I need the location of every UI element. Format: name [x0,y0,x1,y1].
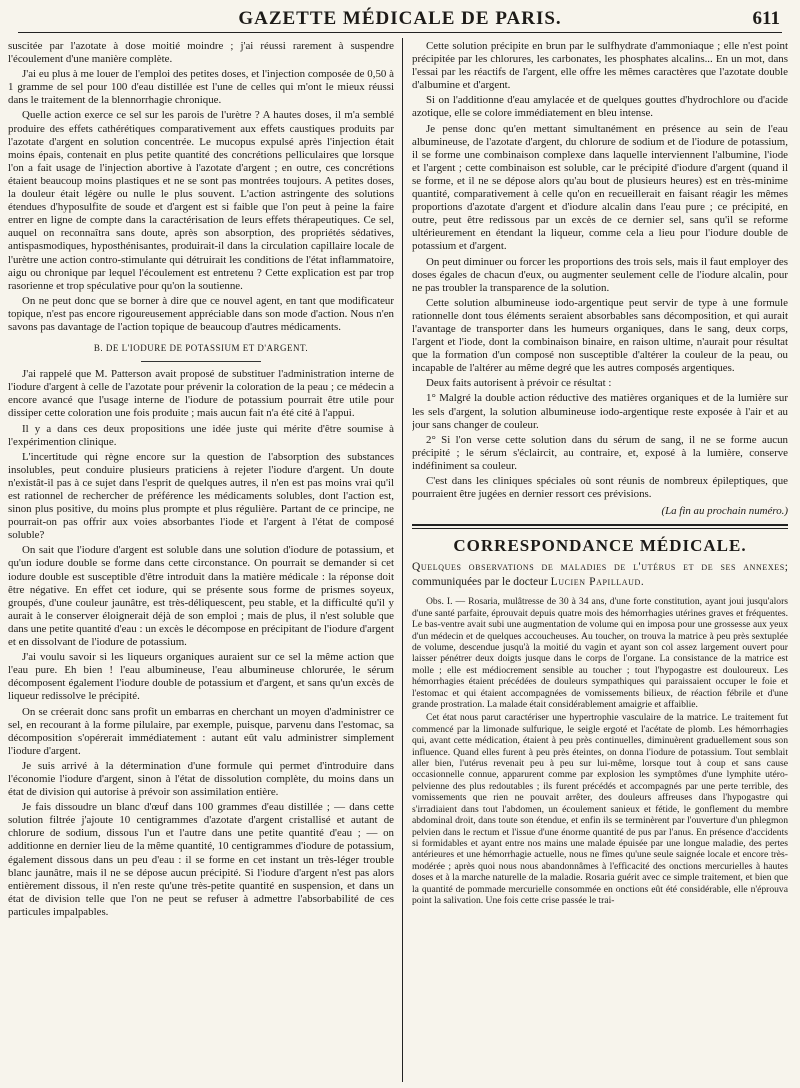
paragraph: J'ai eu plus à me louer de l'emploi des petites doses, et l'injection composée de 0,50 à 1 gramme de sel pour 100 d'eau distillée est l'une de celles qui m'ont le mieux réussi dans le traitement de la blennorrhagie chronique. [8,68,394,107]
paragraph: Il y a dans ces deux propositions une idée juste qui mérite d'être soumise à l'expérimention clinique. [8,422,394,448]
paragraph: On se créerait donc sans profit un embarras en cherchant un moyen d'administrer ce sel, en recourant à la forme pilulaire, par exemple, puisque, parvenu dans l'estomac, sa décomposition s'opérerait immédiatement : autant eût valu administrer simplement l'iodure d'argent. [8,705,394,757]
paragraph: L'incertitude qui règne encore sur la question de l'absorption des substances insolubles, peut conduire plusieurs praticiens à rejeter l'iodure d'argent. Un doute n'existât-il pas à ce sujet dans l'esprit de quelques autres, il n'en est pas moins vrai qu'il est rationnel de rechercher de préférence les médicaments solubles, dont l'action est, sinon plus positive, du moins plus prompte et plus régulière. Partant de ce principe, ne pourrait-on pas offrir aux voies absorbantes l'iode et l'argent à l'état de composé soluble? [8,450,394,542]
paragraph: Quelle action exerce ce sel sur les parois de l'urètre ? A hautes doses, il m'a semblé produire des effets cathérétiques comparativement aux effets caustiques produits par l'azotate d'argent en solution concentrée. Le mucopus expulsé après l'injection était moins épais, contenait en plus petite quantité des concrétions pelliculaires que lorsque l'on a fait usage de l'injection abortive à l'azotate d'argent ; en outre, ces concrétions étaient beaucoup moins plastiques et ne se sont pas montrées toujours. A petites doses, la douleur était légère ou nulle le plus souvent. L'action astringente des solutions étendues d'hyposulfite de soude et d'argent est si faible que l'on peut à peine la faire entrer en ligne de compte dans la caractérisation de leurs effets thérapeutiques. Ce sel, auquel on reconnaîtra sans doute, après son absorption, des propriétés sédatives, antispasmodiques, hyposthénisantes, produirait-il dans la circulation capillaire locale de l'urètre une action contro-stimulante qui détruirait les conditions de l'état inflammatoire, aigu ou chronique par lequel l'écoulement est entretenu ? Cette explication est par trop rasorienne et trop spéculative pour qu'on la soutienne. [8,109,394,292]
paragraph: Deux faits autorisent à prévoir ce résultat : [426,377,612,390]
paragraph: Cette solution albumineuse iodo-argentique peut servir de type à une formule rationnelle dont tous éléments seraient absorbables sans décomposition, et qui aurait l'avantage de transporter dans les humeurs organiques, dans le sang, deux corps, l'argent et l'iode, dont la combinaison binaire, en raison ultime, n'aurait pour résultat que la formation d'un composé non susceptible d'altérer la couleur de la peau, ou incapable de l'altérer au même degré que les autres composés argentiques. [412,296,788,375]
correspondence-heading: CORRESPONDANCE MÉDICALE. [453,536,747,556]
page-header [18,6,782,33]
section-rule [141,361,261,362]
paragraph: C'est dans les cliniques spéciales où sont réunis de nombreux épileptiques, que pourraient être jugées en dernier ressort ces prévisions. [412,475,788,501]
paragraph: J'ai rappelé que M. Patterson avait proposé de substituer l'administration interne de l'iodure d'argent à celle de l'azotate pour prévenir la coloration de la peau ; ce médecin a encore avancé que l'usage interne de l'iodure de potassium pourrait être utile pour dissiper cette coloration une fois produite ; mais aucun fait n'a été cité à l'appui. [8,368,394,420]
observation-paragraph: Cet état nous parut caractériser une hypertrophie vasculaire de la matrice. Le traitement fut commencé par la limonade sulfurique, le seigle ergoté et l'acétate de plomb. Les hémorrhagies qui, avant cette médication, étaient à peu près continuelles, diminuèrent graduellement sous son influence. Quand elles furent à peu près éteintes, on donna l'iodure de potassium. Tout semblait aller bien, l'utérus revenait peu à peu sur lui-même, lorsque tout à coup et sans cause occasionnelle connue, apparurent comme par explosion les symptômes d'une lymphite utéro-pelvienne des plus redoutables ; ils furent précédés et accompagnés par une perte terrible, des vomissements que rien ne pouvait arrêter, des douleurs affreuses dans l'hypogastre qui s'irradiaient dans tout l'abdomen, un écoulement sanieux et fétide, le gonflement du membre abdominal droit, dans toute son étendue, et enfin ils se terminèrent par l'ouverture d'un phlegmon pelvien dans le rectum et l'issue d'une énorme quantité de pus par l'anus. En présence d'accidents si formidables et ayant entre nos mains une malade épuisée par une longue maladie, des pertes antérieures et une hémorrhagie actuelle, nous ne fîmes qu'une seule saignée locale et encore très-modérée ; après quoi nous nous abandonnâmes à l'efficacité des onctions mercurielles à hautes doses et à la marche naturelle de la maladie. Rosaria guérit avec ce simple traitement, et bien que la quantité de pommade mercurielle consommée en onctions eût été considérable, elle n'éprouva point la salivation. Une fois cette crise passée le trai- [412,712,788,906]
left-column [8,40,394,1084]
paragraph: On peut diminuer ou forcer les proportions des trois sels, mais il faut employer des doses égales de chacun d'eux, ou augmenter seulement celle de l'iodure alcalin, pour ne pas troubler la transparence de la solution. [412,255,788,294]
paragraph: Si on l'additionne d'eau amylacée et de quelques gouttes d'hydrochlore ou d'acide azotique, elle se colore immédiatement en bleu intense. [412,94,788,120]
paragraph: On sait que l'iodure d'argent est soluble dans une solution d'iodure de potassium, et qu'un iodure double se forme dans cette circonstance. On pourrait se demander si cet iodure double est susceptible d'être introduit dans la matière médicale : la réponse doit être négative. En effet cet iodure, qui se présente sous forme de prismes soyeux, groupés, d'une couleur jaunâtre, est très-déliquescent, peu stable, et la difficulté qu'il y aurait à le conserver éloignerait déjà de son emploi ; mais de plus, il n'est soluble que dans une petite quantité d'eau : un excès le décompose en précipitant de l'iodure d'argent et en dissolvant de l'iodure de potassium. [8,544,394,649]
section-heading: B. DE L'IODURE DE POTASSIUM ET D'ARGENT. [93,343,309,354]
paragraph: J'ai voulu savoir si les liqueurs organiques auraient sur ce sel la même action que l'eau pure. Eh bien ! l'eau albumineuse, l'eau albumineuse chlorurée, le sérum décomposent également l'iodure double de potassium et d'argent, et sans qu'un excès de liqueur redissolve le précipité. [8,651,394,703]
paragraph: Je suis arrivé à la détermination d'une formule qui permet d'introduire dans l'économie l'iodure d'argent, sinon à l'état de dissolution complète, du moins dans un état de division qui autorise à prévoir son assimilation entière. [8,759,394,799]
paragraph: On ne peut donc que se borner à dire que ce nouvel agent, en tant que modificateur topique, n'est pas encore rigoureusement appréciable dans son mode d'action. Nous n'en savons pas davantage de l'action topique de beaucoup d'autres médicaments. [8,294,394,333]
paragraph: Cette solution précipite en brun par le sulfhydrate d'ammoniaque ; elle n'est point précipitée par les chlorures, les carbonates, les phosphates alcalins... En un mot, dans l'essai par les réactifs de l'argent, elle offre les mêmes caractères que l'azotate double d'albumine et d'argent. [412,40,788,92]
paragraph: suscitée par l'azotate à dose moitié moindre ; j'ai réussi rarement à suspendre l'écoulement d'une manière complète. [8,40,394,66]
observation-paragraph: Obs. I. — Rosaria, mulâtresse de 30 à 34 ans, d'une forte constitution, ayant joui jusqu'alors d'une santé parfaite, éprouvait depuis quatre mois des hémorrhagies utérines graves et fréquentes. Le bas-ventre avait subi une augmentation de volume qui en imposa pour une grossesse aux yeux d'un médecin et de quelques accoucheuses. Au toucher, on trouva la matrice à peu près sextuplée de volume, descendue jusqu'à la moitié du vagin et ayant son col assez largement ouvert pour laisser pénétrer deux doigts jusque dans le corps de l'organe. La consistance de la matrice est molle ; elle est médiocrement sensible au toucher ; tout l'hypogastre est douloureux. Les hémorrhagies étaient précédées de douleurs sympathiques qui paraissaient occuper le foie et l'estomac et qui étaient accompagnées de vomissements bilieux, de réaction fébrile et d'une grande prostration. La malade était considérablement amaigrie et affaiblie. [412,596,788,711]
paragraph: 1° Malgré la double action réductive des matières organiques et de la lumière sur les sels d'argent, la solution albumineuse iodo-argentique reste exposée à l'air et au jour sans changer de couleur. [412,392,788,431]
section-divider [412,524,788,529]
page-number: 611 [752,8,780,29]
to-be-continued-note: (La fin au prochain numéro.) [661,505,788,518]
journal-title: GAZETTE MÉDICALE DE PARIS. [238,8,562,29]
article-title-rest: ; communiquées par le docteur [412,561,788,589]
column-divider [402,38,403,1082]
article-title [412,560,788,590]
article-title-main: Quelques observations de maladies de l'utérus et de ses annexes [412,561,785,574]
paragraph: Je pense donc qu'en mettant simultanément en présence au sein de l'eau albumineuse, de l'azotate d'argent, du chlorure de sodium et de l'iodure de potassium, il se forme une combinaison complexe dans laquelle interviennent l'albumine, l'iode et l'argent ; cette combinaison est soluble, car le précipité d'iodure d'argent (quand il se forme, et il ne se dépose alors qu'au bout de plusieurs heures) est en très-minime quantité, comparativement à celle qu'on en recueillerait en faisant réagir les mêmes proportions d'azotate d'argent et d'iodure alcalin dans l'eau pure ; ce précipité, en outre, peut être redissous par un excès de ce dernier sel, sans qu'il se reforme ultérieurement en étendant la liqueur, comme cela a lieu pour l'iodure double de potassium et d'argent. [412,122,788,253]
paragraph: 2° Si l'on verse cette solution dans du sérum de sang, il ne se forme aucun précipité ; le sérum s'éclaircit, au contraire, et, exposé à la lumière, conserve indéfiniment sa couleur. [412,433,788,472]
article-author: Lucien Papillaud. [550,576,645,589]
paragraph: Je fais dissoudre un blanc d'œuf dans 100 grammes d'eau distillée ; — dans cette solution filtrée j'ajoute 10 centigrammes d'azotate d'argent cristallisé et autant de chlorure de sodium, dissous l'un et l'autre dans une petite quantité d'eau ; — on additionne en dernier lieu de la même quantité, 10 centigrammes d'iodure de potassium, également dissous dans un peu d'eau : il se forme en cet instant un très-léger trouble blanc jaunâtre, mais il ne se dépose aucun précipité. Si l'iodure d'argent n'est pas alors entièrement dissous, il n'en reste qu'une très-petite quantité en suspension, et dans un état de division telle que l'on ne peut se refuser à admettre l'absorbabilité de ces particules impalpables. [8,801,394,918]
right-column [412,40,788,1084]
